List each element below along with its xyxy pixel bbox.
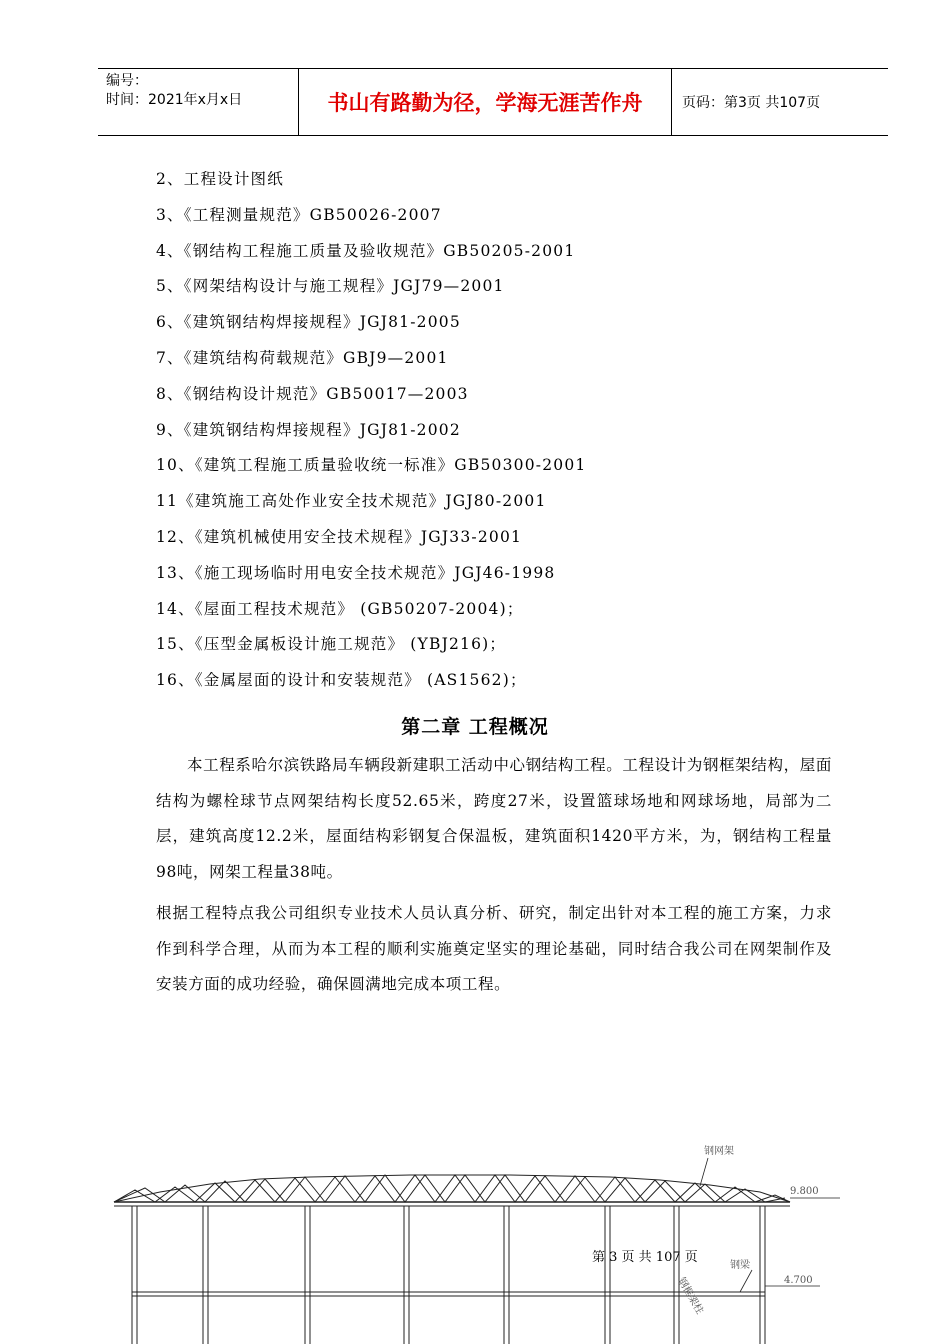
list-item: 13、《施工现场临时用电安全技术规范》JGJ46-1998 (156, 563, 556, 582)
page-header (98, 68, 888, 136)
structure-elevation-drawing (100, 1140, 860, 1344)
list-item: 10、《建筑工程施工质量验收统一标准》GB50300-2001 (156, 456, 587, 475)
list-item: 7、《建筑结构荷载规范》GBJ9—2001 (156, 348, 449, 367)
steel-columns (132, 1206, 765, 1344)
label-beam: 钢梁 (730, 1260, 750, 1271)
list-item: 4、《钢结构工程施工质量及验收规范》GB50205-2001 (156, 241, 576, 260)
list-item: 2、工程设计图纸 (156, 170, 284, 188)
chapter-title: 第二章 工程概况 (401, 716, 549, 738)
list-item: 15、《压型金属板设计施工规范》 (YBJ216)； (156, 635, 507, 654)
list-item: 5、《网架结构设计与施工规程》JGJ79—2001 (156, 277, 505, 296)
list-item: 8、《钢结构设计规范》GB50017—2003 (156, 384, 469, 403)
list-item: 11《建筑施工高处作业安全技术规范》JGJ80-2001 (156, 492, 547, 511)
reference-list (156, 166, 586, 703)
page-number: 第 3 页 共 107 页 (592, 1250, 698, 1265)
approach-paragraph: 根据工程特点我公司组织专业技术人员认真分析、研究，制定出针对本工程的施工方案，力求作到科学合理，从而为本工程的顺利实施奠定坚实的理论基础，同时结合我公司在网架制作及安装方面的成功经验，确保圆满地完成本项工程。 (156, 904, 832, 993)
label-column: 钢框架柱 (675, 1276, 705, 1317)
label-elev-top: 9.800 (790, 1186, 819, 1197)
header-page-info: 页码：第3页 共107页 (682, 95, 821, 111)
list-item: 9、《建筑钢结构焊接规程》JGJ81-2002 (156, 420, 461, 439)
list-item: 3、《工程测量规范》GB50026-2007 (156, 205, 442, 224)
overview-paragraph: 本工程系哈尔滨铁路局车辆段新建职工活动中心钢结构工程。工程设计为钢框架结构，屋面结构为螺栓球节点网架结构长度52.65米，跨度27米，设置篮球场地和网球场地，局部为二层，建筑高度12.2米，屋面结构彩钢复合保温板，建筑面积1420平方米，为，钢结构工程量98吨，网架工程量38吨。 (156, 756, 832, 881)
label-elev-mid: 4.700 (784, 1275, 813, 1286)
truss-web (114, 1175, 790, 1202)
number-label: 编号： (106, 73, 148, 89)
header-meta (98, 69, 299, 135)
list-item: 16、《金属屋面的设计和安装规范》 (AS1562)； (156, 671, 527, 690)
list-item: 12、《建筑机械使用安全技术规程》JGJ33-2001 (156, 527, 523, 546)
label-grid: 钢网架 (704, 1146, 734, 1157)
time-label: 时间：2021年x月x日 (106, 92, 243, 108)
list-item: 14、《屋面工程技术规范》 (GB50207-2004)； (156, 599, 524, 618)
header-motto: 书山有路勤为径，学海无涯苦作舟 (299, 69, 672, 135)
list-item: 6、《建筑钢结构焊接规程》JGJ81-2005 (156, 313, 461, 332)
